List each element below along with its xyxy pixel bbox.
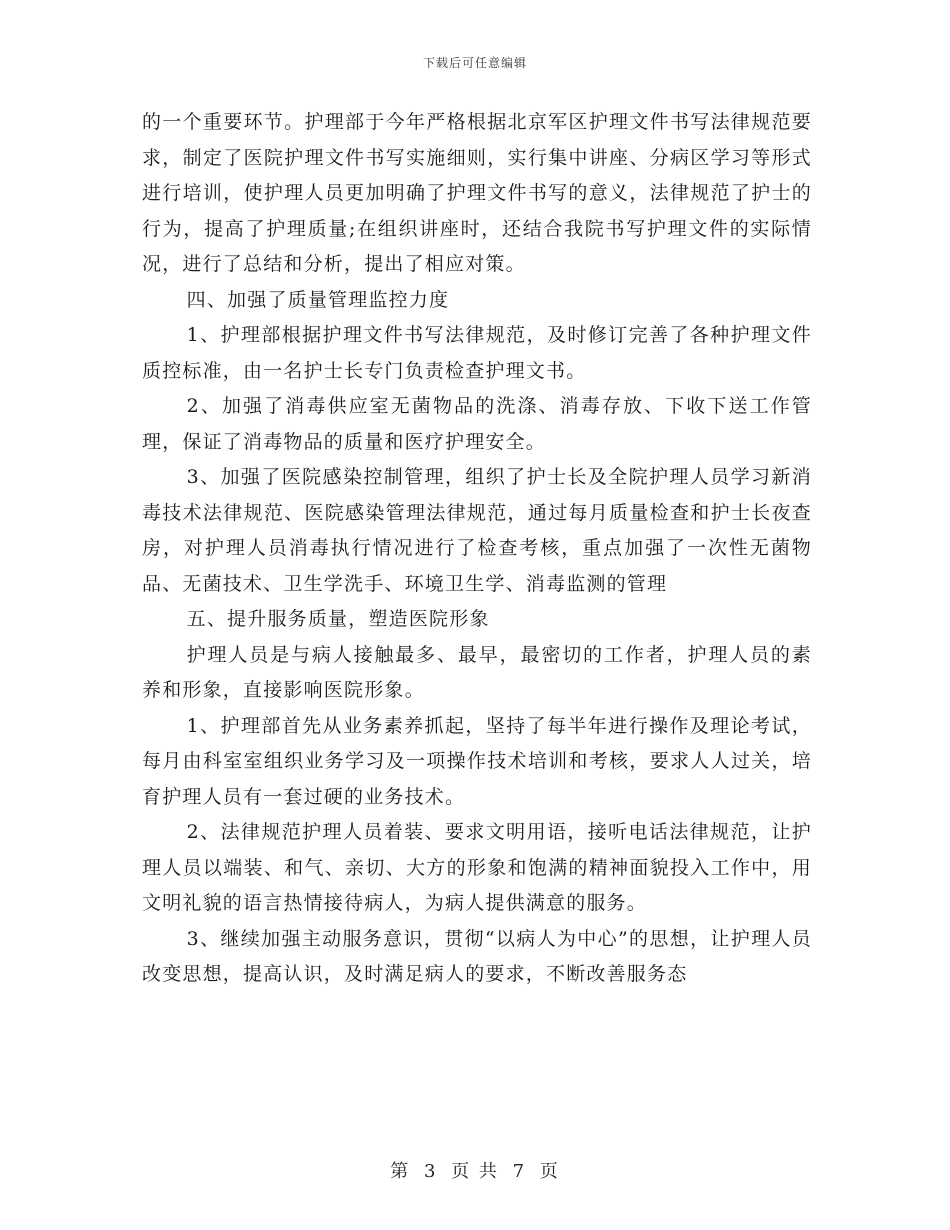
- paragraph: 2、加强了消毒供应室无菌物品的洗涤、消毒存放、下收下送工作管理，保证了消毒物品的质量和医疗护理安全。: [142, 395, 812, 453]
- footer-suffix: 页: [539, 1161, 560, 1182]
- paragraph: 1、护理部首先从业务素养抓起，坚持了每半年进行操作及理论考试，每月由科室室组织业务学习及一项操作技术培训和考核，要求人人过关，培育护理人员有一套过硬的业务技术。: [142, 714, 812, 808]
- footer-prefix: 第: [390, 1161, 411, 1182]
- paragraph-continued: 的一个重要环节。护理部于今年严格根据北京军区护理文件书写法律规范要求，制定了医院护理文件书写实施细则，实行集中讲座、分病区学习等形式进行培训，使护理人员更加明确了护理文件书写的意义，法律规范了护士的行为，提高了护理质量;在组织讲座时，还结合我院书写护理文件的实际情况，进行了总结和分析，提出了相应对策。: [142, 111, 812, 275]
- paragraph: 3、加强了医院感染控制管理，组织了护士长及全院护理人员学习新消毒技术法律规范、医院感染管理法律规范，通过每月质量检查和护士长夜查房，对护理人员消毒执行情况进行了检查考核，重点加强了一次性无菌物品、无菌技术、卫生学洗手、环境卫生学、消毒监测的管理: [142, 466, 812, 595]
- paragraph: 1、护理部根据护理文件书写法律规范，及时修订完善了各种护理文件质控标准，由一名护士长专门负责检查护理文书。: [142, 324, 812, 382]
- page-number-footer: [0, 1157, 950, 1183]
- paragraph: 3、继续加强主动服务意识，贯彻“以病人为中心”的思想，让护理人员改变思想，提高认识，及时满足病人的要求，不断改善服务态: [142, 927, 812, 985]
- page-header-note: 下载后可任意编辑: [422, 56, 527, 70]
- document-body: [142, 105, 812, 993]
- section-heading-4: 四、加强了质量管理监控力度: [186, 288, 450, 311]
- total-page-count: 7: [512, 1161, 527, 1182]
- footer-middle: 页 共: [451, 1161, 499, 1182]
- paragraph: 2、法律规范护理人员着装、要求文明用语，接听电话法律规范，让护理人员以端装、和气、亲切、大方的形象和饱满的精神面貌投入工作中，用文明礼貌的语言热情接待病人，为病人提供满意的服务。: [142, 821, 812, 914]
- section-heading-5: 五、提升服务质量，塑造医院形象: [186, 608, 490, 630]
- paragraph: 护理人员是与病人接触最多、最早，最密切的工作者，护理人员的素养和形象，直接影响医院形象。: [142, 643, 812, 701]
- current-page-number: 3: [423, 1161, 438, 1182]
